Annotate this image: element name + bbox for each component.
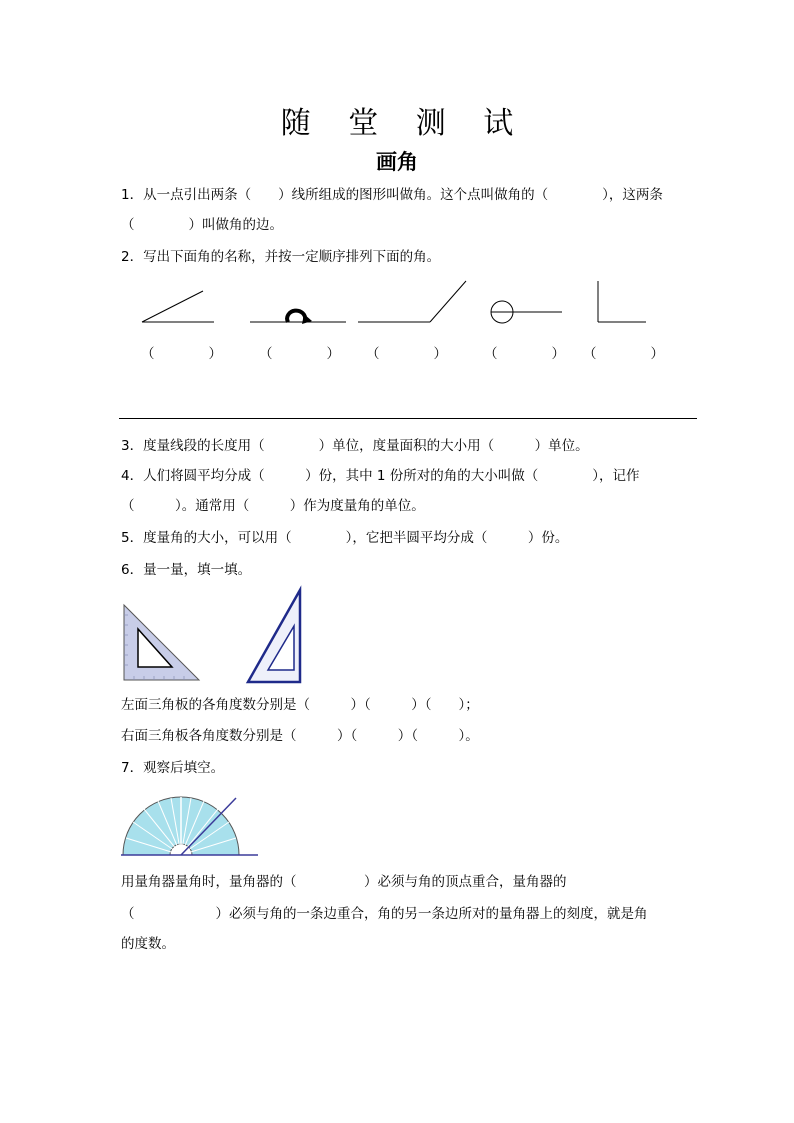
question-6-right: 右面三角板各角度数分别是（ ）（ ）（ ）。	[121, 728, 479, 744]
question-7: 7．观察后填空。	[121, 760, 225, 776]
angle-blank-5[interactable]: （ ）	[583, 346, 664, 362]
question-1-line-2: （ ）叫做角的边。	[121, 217, 283, 233]
angle-blank-2[interactable]: （ ）	[259, 346, 340, 362]
question-2: 2．写出下面角的名称，并按一定顺序排列下面的角。	[121, 249, 441, 265]
question-7-line-1: 用量角器量角时，量角器的（ ）必须与角的顶点重合，量角器的	[121, 874, 567, 890]
page-subtitle: 画角	[376, 150, 418, 174]
question-6: 6．量一量，填一填。	[121, 562, 252, 578]
question-5: 5．度量角的大小，可以用（ ），它把半圆平均分成（ ）份。	[121, 530, 569, 546]
question-6-left: 左面三角板的各角度数分别是（ ）（ ）（ ）；	[121, 697, 479, 713]
question-7-line-3: 的度数。	[121, 936, 175, 952]
angle-blank-3[interactable]: （ ）	[366, 346, 447, 362]
question-1-line-1: 1．从一点引出两条（ ）线所组成的图形叫做角。这个点叫做角的（ ），这两条	[121, 187, 663, 203]
question-7-line-2: （ ）必须与角的一条边重合，角的另一条边所对的量角器上的刻度，就是角	[121, 906, 648, 922]
page-title: 随 堂 测 试	[280, 106, 528, 141]
question-3: 3．度量线段的长度用（ ）单位，度量面积的大小用（ ）单位。	[121, 438, 589, 454]
angle-blank-1[interactable]: （ ）	[141, 346, 222, 362]
angle-blank-4[interactable]: （ ）	[484, 346, 565, 362]
question-4-line-2: （ ）。通常用（ ）作为度量角的单位。	[121, 498, 425, 514]
question-4-line-1: 4．人们将圆平均分成（ ）份，其中 1 份所对的角的大小叫做（ ），记作	[121, 468, 640, 484]
